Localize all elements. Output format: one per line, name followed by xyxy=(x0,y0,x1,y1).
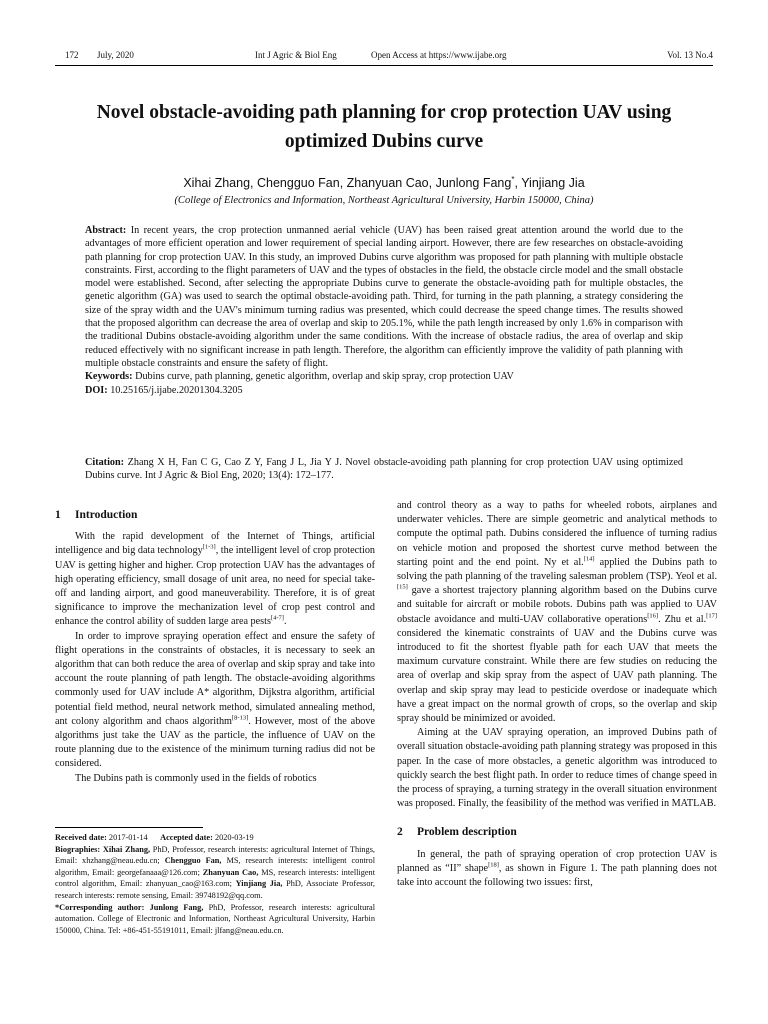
intro-paragraph-2 xyxy=(55,630,375,772)
header-page-number: 172 xyxy=(65,50,79,60)
abstract-label: Abstract: xyxy=(85,225,127,236)
text-run: considered the kinematic constraints of UAV and the Dubins curve was introduced to fit the shortest flyable path for each UAV that meets the maximum curvature constraint. While there are few studies on reducing the area of overlap and skip spray from the aspect of UAV path planning. The overlap and skip spray may lead to pesticide overdose or inadequate which have a great impact on the normal growth of crops, so the overlap and skip spray should be minimized or avoided. xyxy=(397,627,717,725)
corresponding-label: *Corresponding author: xyxy=(55,902,145,912)
title-line-2: optimized Dubins curve xyxy=(284,131,484,152)
text-run: applied the Dubins path to solving the path planning of the traveling salesman problem (TSP). Yeol et al. xyxy=(397,556,717,583)
section-number: 1 xyxy=(55,509,61,521)
intro-paragraph-3-cont xyxy=(397,499,717,726)
citation-ref: [15] xyxy=(397,583,408,591)
section-number: 2 xyxy=(397,826,403,839)
text-run: , the intelligent level of crop protection UAV is getting higher and higher. Crop protection UAV has the advantages of high operating efficiency, small dosage of unit area, no need for special take-off and landing airport, and good maneuverability. Therefore, it is of great significance to improve the mechanization level of crop pest control and enhance the control ability of sudden large area pests xyxy=(55,545,376,628)
abstract-block xyxy=(85,224,683,397)
keywords-line xyxy=(85,370,683,383)
footnote-block xyxy=(55,832,375,936)
right-column xyxy=(397,499,717,890)
citation-ref: [16] xyxy=(647,612,659,620)
header-date: July, 2020 xyxy=(97,50,134,60)
keywords-text: Dubins curve, path planning, genetic algorithm, overlap and skip spray, crop protection UAV xyxy=(135,371,514,383)
bio-text: PhD, Associate Professor, research interests: remote sensing, Email: 39748192@qq.com. xyxy=(55,879,375,900)
corresponding-mark: * xyxy=(511,175,515,184)
accepted-label: Accepted date: xyxy=(160,833,213,842)
citation-label: Citation: xyxy=(85,457,125,468)
header-divider xyxy=(55,65,713,66)
text-run: . Zhu et al. xyxy=(658,613,707,625)
bio-name: Xihai Zhang, xyxy=(102,844,151,854)
doi-label: DOI: xyxy=(85,384,108,396)
running-header xyxy=(55,50,713,64)
citation-ref: [14] xyxy=(583,555,595,563)
citation-ref: [17] xyxy=(706,612,717,620)
problem-paragraph-1 xyxy=(397,848,717,891)
text-run: In general, the path of spraying operation of crop protection UAV is planned as “ΙΙ” shape xyxy=(397,848,717,874)
section-heading-introduction xyxy=(55,508,375,522)
header-open-access: Open Access at https://www.ijabe.org xyxy=(371,50,507,60)
bio-name: Zhanyuan Cao, xyxy=(202,867,259,877)
header-volume: Vol. 13 No.4 xyxy=(667,50,713,60)
received-date: 2017-01-14 xyxy=(108,833,148,842)
dates-line xyxy=(55,832,375,844)
text-run: . xyxy=(283,616,287,628)
corresponding-author xyxy=(55,902,375,937)
paper-title xyxy=(55,98,713,156)
intro-paragraph-1 xyxy=(55,530,375,629)
bio-text: MS, research interests: intelligent control algorithm, Email: zhanyuan_cao@163.com; xyxy=(55,867,376,889)
intro-paragraph-3-start: The Dubins path is commonly used in the fields of robotics xyxy=(75,772,317,784)
left-column xyxy=(55,508,375,786)
section-title: Introduction xyxy=(75,509,138,521)
bio-text: PhD, Professor, research interests: agricultural Internet of Things, Email: xhzhang@neau.edu.cn; xyxy=(55,844,376,866)
footnote-divider xyxy=(55,827,203,828)
authors-last: , Yinjiang Jia xyxy=(514,176,585,191)
text-run: , as shown in Figure 1. The path planning does not take into account the following two issues: first, xyxy=(397,862,717,889)
section-heading-problem xyxy=(397,825,717,839)
citation-ref: [1-3] xyxy=(202,544,216,552)
text-run: In order to improve spraying operation effect and ensure the safety of flight operations in the constraints of obstacles, it is necessary to seek an algorithm that can both reduce the area of overlap and skip spray and take into account the route planning of path length. The obstacle-avoiding algorithms commonly used for UAV include A* algorithm, Dijkstra algorithm, artificial potential field method, neural network method, simulated annealing method, ant colony algorithm and chaos algorithm xyxy=(55,630,375,727)
keywords-label: Keywords: xyxy=(85,371,133,383)
citation-block xyxy=(85,456,683,483)
bio-name: Yinjiang Jia, xyxy=(235,879,283,889)
title-line-1: Novel obstacle-avoiding path planning for crop protection UAV using xyxy=(96,102,672,123)
author-list xyxy=(55,175,713,190)
authors-text: Xihai Zhang, Chengguo Fan, Zhanyuan Cao, Junlong Fang xyxy=(183,176,512,191)
header-journal: Int J Agric & Biol Eng xyxy=(255,50,337,60)
biographies xyxy=(55,844,375,902)
citation-ref: [18] xyxy=(488,861,499,869)
citation-text: Zhang X H, Fan C G, Cao Z Y, Fang J L, Jia Y J. Novel obstacle-avoiding path planning for crop protection UAV using optimized Dubins curve. Int J Agric & Biol Eng, 2020; 13(4): 172–177. xyxy=(85,457,683,482)
accepted-date: 2020-03-19 xyxy=(214,833,254,842)
bio-text: MS, research interests: intelligent control algorithm, Email: georgefanaaa@126.com; xyxy=(55,856,375,877)
doi-value: 10.25165/j.ijabe.20201304.3205 xyxy=(110,384,243,396)
abstract-paragraph xyxy=(85,224,683,370)
text-run: and control theory as a way to paths for wheeled robots, airplanes and underwater vehicles. There are simple geometric and analytical methods to compute the optimal path. Dubins considered the influence of turning radius on vehicle motion and proposed the shortest curve method between the starting point and the end point. Ny et al. xyxy=(397,500,717,568)
citation-ref: [4-7] xyxy=(270,615,284,623)
affiliation: (College of Electronics and Information, Northeast Agricultural University, Harbin 150000, China) xyxy=(174,195,594,206)
text-run: gave a shortest trajectory planning algorithm based on the Dubins curve and suitable for aircraft or mobile robots. Dubins path was applied to UAV obstacle avoidance and multi-UAV collaborative operations xyxy=(397,585,717,625)
bio-name: Chengguo Fan, xyxy=(164,856,222,866)
received-label: Received date: xyxy=(55,833,107,842)
doi-line xyxy=(85,384,683,397)
section-title: Problem description xyxy=(417,826,517,839)
biographies-label: Biographies: xyxy=(55,844,101,854)
intro-paragraph-4: Aiming at the UAV spraying operation, an improved Dubins path of overall situation obstacle-avoiding path planning strategy was proposed in this paper. In the case of more obstacles, a genetic algorithm was introduced to quickly search the best flight path. In order to reduce times of change speed in the process of spraying, a turning strategy in the overall situation environment was proposed. Finally, the feasibility of the method was verified in MATLAB. xyxy=(397,727,717,810)
text-run: . However, most of the above algorithms just take the UAV as the particle, the influence of UAV on the route planning due to the existence of the minimum turning radius did not be considered. xyxy=(55,715,375,770)
text-run: With the rapid development of the Internet of Things, artificial intelligence and big data technology xyxy=(55,531,375,557)
corresponding-name: Junlong Fang, xyxy=(144,902,204,912)
abstract-text: In recent years, the crop protection unmanned aerial vehicle (UAV) has been raised great attention around the world due to the advantages of more efficient operation and lower requirement of special landing airport. However, there are few researches on obstacle-avoiding path planning for crop protection UAV. In this study, an improved Dubins curve algorithm was proposed for path planning with multiple obstacle constraints. First, according to the flight parameters of UAV and the types of obstacles in the field, the obstacle circle model and the small obstacle model were established. Second, after selecting the appropriate Dubins curve to generate the obstacle-avoiding path for multiple obstacles, the genetic algorithm (GA) was used to search the optimal obstacle-avoiding path. Third, for turning in the path planning, a strategy considering the size of the spray width and the UAV's minimum turning radius was presented, which could decrease the speed change times. The results showed that the proposed algorithm can decrease the area of overlap and skip to 205.1%, while the path length increased by only 1.6% in comparison with the traditional Dubins obstacle-avoiding algorithm under the same conditions. With the increase of obstacle radius, the area of overlap and skip reduced effectively with no significant increase in path length. Therefore, the algorithm can efficiently improve the validity of path planning with multiple obstacle constraints and ensure the safety of flight. xyxy=(85,225,684,369)
citation-ref: [8-13] xyxy=(231,714,249,722)
corresponding-text: PhD, Professor, research interests: agricultural automation. College of Electronic and Information, Northeast Agricultural University, Harbin 150000, China. Tel: +86-451-55191011, Email: jlfang@neau.edu.cn. xyxy=(55,902,375,935)
